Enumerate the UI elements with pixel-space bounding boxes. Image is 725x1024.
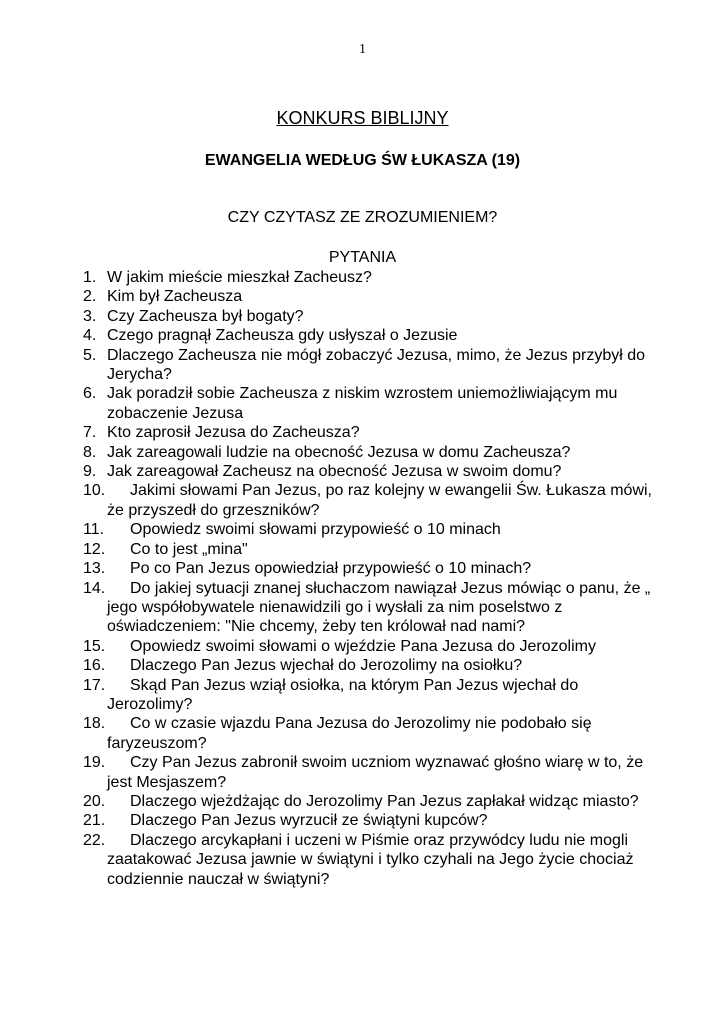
question-number: 12. [83,540,106,558]
question-text: W jakim mieście mieszkał Zacheusz? [107,269,372,286]
list-item [83,637,653,656]
question-number: 22. [83,831,106,849]
question-number: 20. [83,792,106,810]
list-item [83,384,653,423]
document-subtitle: EWANGELIA WEDŁUG ŚW ŁUKASZA (19) [204,152,521,169]
question-number: 17. [83,676,106,694]
question-text: Jak poradził sobie Zacheusza z niskim wzrostem uniemożliwiającym mu zobaczenie Jezusa [107,385,618,422]
question-text: Dlaczego Zacheusza nie mógł zobaczyć Jezusa, mimo, że Jezus przybył do Jerycha? [107,346,646,384]
question-number: 6. [83,385,97,403]
list-item [83,326,653,345]
question-text: Czego pragnął Zacheusza gdy usłyszał o Jezusie [107,327,458,345]
question-number: 11. [83,521,105,539]
question-number: 2. [83,288,97,306]
page-number: 1 [359,42,366,57]
question-text: Dlaczego wjeżdżając do Jerozolimy Pan Jezus zapłakał widząc miasto? [130,792,639,810]
list-item [83,268,653,287]
question-text: Co to jest „mina" [130,540,248,558]
question-text: Jak zareagował Zacheusz na obecność Jezusa w swoim domu? [107,463,562,481]
question-number: 10. [83,482,106,500]
list-item [83,423,653,442]
list-item [83,579,653,637]
question-text: Po co Pan Jezus opowiedział przypowieść o 10 minach? [130,560,532,578]
list-item [83,792,653,811]
question-number: 5. [83,346,97,364]
question-number: 18. [83,715,106,733]
list-item [83,811,653,830]
question-number: 14. [83,579,106,597]
question-text: Opowiedz swoimi słowami o wjeździe Pana Jezusa do Jerozolimy [130,637,596,655]
list-item [83,443,653,462]
question-number: 15. [83,637,106,655]
list-item [83,481,653,520]
question-text: Opowiedz swoimi słowami przypowieść o 10 minach [130,521,501,539]
list-item [83,714,653,753]
question-text: Co w czasie wjazdu Pana Jezusa do Jerozolimy nie podobało się faryzeuszom? [107,715,592,752]
section-label: PYTANIA [328,249,397,266]
question-number: 21. [83,812,106,830]
question-number: 1. [83,269,97,286]
question-number: 19. [83,754,106,772]
question-number: 3. [83,307,97,325]
question-header: CZY CZYTASZ ZE ZROZUMIENIEM? [227,209,498,226]
list-item [83,520,653,539]
question-text: Jak zareagowali ludzie na obecność Jezusa w domu Zacheusza? [107,443,571,461]
list-item [83,753,653,792]
list-item [83,676,653,715]
question-number: 9. [83,463,97,481]
question-text: Dlaczego Pan Jezus wjechał do Jerozolimy na osiołku? [130,657,523,675]
question-text: Kto zaprosił Jezusa do Zacheusza? [107,424,360,442]
list-item [83,462,653,481]
question-text: Czy Pan Jezus zabronił swoim uczniom wyznawać głośno wiarę w to, że jest Mesjaszem? [107,754,644,791]
questions-list [83,268,653,889]
list-item [83,656,653,675]
document-title: KONKURS BIBLIJNY [276,108,449,128]
question-text: Do jakiej sytuacji znanej słuchaczom nawiązał Jezus mówiąc o panu, że „ jego współobywatele nienawidzili go i wysłali za nim poselstwo z oświadczeniem: "Nie chcemy, żeby ten królował nad nami? [107,579,651,636]
question-text: Skąd Pan Jezus wziął osiołka, na którym Pan Jezus wjechał do Jerozolimy? [107,676,579,713]
question-text: Kim był Zacheusza [107,288,243,306]
question-number: 16. [83,657,106,675]
list-item [83,346,653,385]
list-item [83,540,653,559]
list-item [83,287,653,306]
list-item [83,831,653,889]
list-item [83,559,653,578]
question-number: 13. [83,560,106,578]
list-item [83,307,653,326]
question-text: Czy Zacheusza był bogaty? [107,307,304,325]
question-number: 4. [83,327,97,345]
question-number: 7. [83,424,97,442]
question-text: Dlaczego Pan Jezus wyrzucił ze świątyni kupców? [130,812,488,830]
question-text: Dlaczego arcykapłani i uczeni w Piśmie oraz przywódcy ludu nie mogli zaatakować Jezusa jawnie w świątyni i tylko czyhali na Jego życie chociaż codziennie nauczał w świątyni? [107,831,634,888]
question-text: Jakimi słowami Pan Jezus, po raz kolejny w ewangelii Św. Łukasza mówi, że przyszedł do grzeszników? [107,482,652,519]
question-number: 8. [83,443,97,461]
